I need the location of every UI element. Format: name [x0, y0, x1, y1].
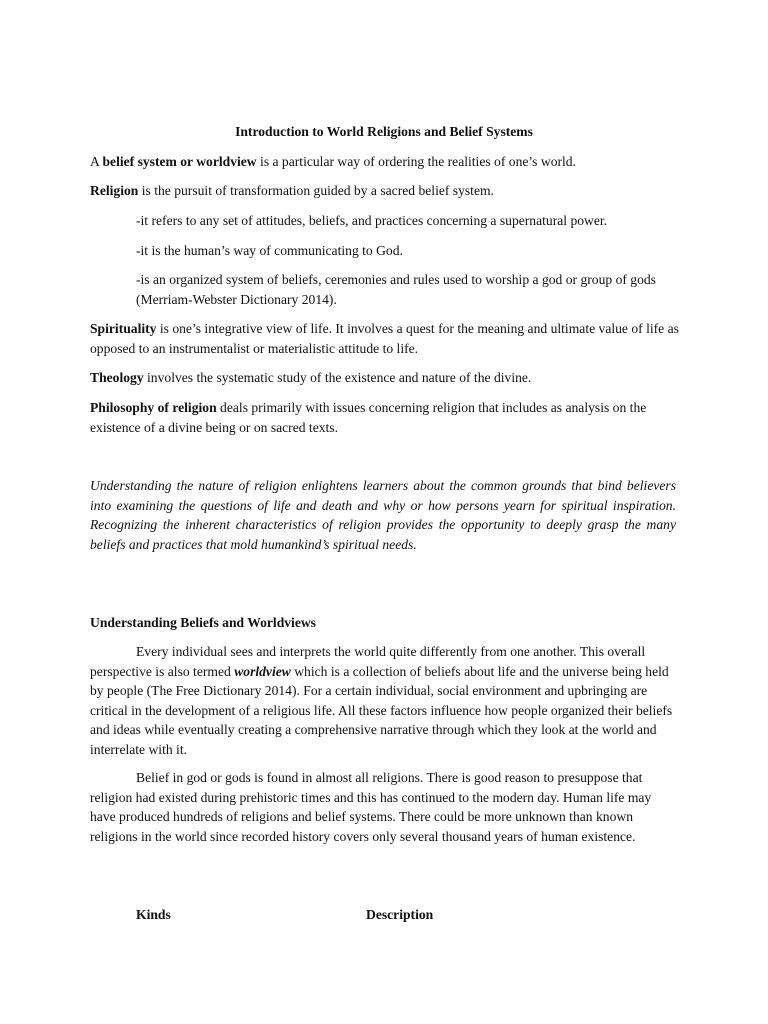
definition-worldview-term: belief system or worldview — [102, 154, 257, 169]
definition-worldview — [90, 152, 680, 172]
table-header-kinds: Kinds — [136, 907, 171, 922]
document-title: Introduction to World Religions and Belief Systems — [235, 124, 533, 139]
worldview-paragraph-end: which is a collection of beliefs about life and the universe being held by people (The Free Dictionary 2014). For a certain individual, social environment and upbringing are critical in the development of a religious life. All these factors influence how people organized their beliefs and ideas while eventually creating a comprehensive narrative through which they look at the world and interrelate with it. — [90, 663, 673, 757]
definition-theology-term: Theology — [90, 370, 144, 385]
definition-religion-text: is the pursuit of transformation guided by a sacred belief system. — [138, 183, 494, 198]
worldview-paragraph-start: Every individual sees and interprets the world quite differently from one another. This overall perspective is also termed — [90, 644, 646, 679]
definition-spirituality-text: is one’s integrative view of life. It involves a quest for the meaning and ultimate value of life as opposed to an instrumentalist or materialistic attitude to life. — [90, 321, 679, 356]
definition-religion — [90, 181, 680, 201]
religion-point-3: -is an organized system of beliefs, ceremonies and rules used to worship a god or group of gods (Merriam-Webster Dictionary 2014). — [136, 272, 656, 307]
religion-point-1: -it refers to any set of attitudes, beliefs, and practices concerning a supernatural power. — [136, 213, 608, 228]
definition-spirituality — [90, 319, 680, 358]
definition-spirituality-term: Spirituality — [90, 321, 157, 336]
definition-theology-text: involves the systematic study of the existence and nature of the divine. — [143, 370, 532, 385]
definition-philosophy — [90, 398, 680, 437]
table-header-description: Description — [366, 907, 434, 922]
religion-point-2: -it is the human’s way of communicating to God. — [136, 243, 403, 258]
worldview-paragraph-term: worldview — [234, 663, 291, 679]
worldview-paragraph — [90, 642, 680, 759]
definition-worldview-prefix: A — [90, 154, 103, 169]
definition-theology — [90, 368, 680, 388]
italic-note: Understanding the nature of religion enlightens learners about the common grounds that bind believers into examining the questions of life and death and why or how persons yearn for spiritual inspiration. Recognizing the inherent characteristics of religion provides the opportunity to deeply grasp the many beliefs and practices that mold humankind’s spiritual needs. — [90, 478, 676, 552]
definition-philosophy-term: Philosophy of religion — [90, 400, 217, 415]
definition-religion-term: Religion — [90, 183, 139, 198]
belief-paragraph: Belief in god or gods is found in almost all religions. There is good reason to presuppose that religion had existed during prehistoric times and this has continued to the modern day. Human life may have produced hundreds of religions and belief systems. There could be more unknown than known religions in the world since recorded history covers only several thousand years of human existence. — [90, 770, 652, 844]
section-heading: Understanding Beliefs and Worldviews — [90, 615, 316, 630]
definition-worldview-text: is a particular way of ordering the realities of one’s world. — [256, 154, 576, 169]
definition-philosophy-text: deals primarily with issues concerning religion that includes as analysis on the existence of a divine being or on sacred texts. — [90, 400, 647, 435]
